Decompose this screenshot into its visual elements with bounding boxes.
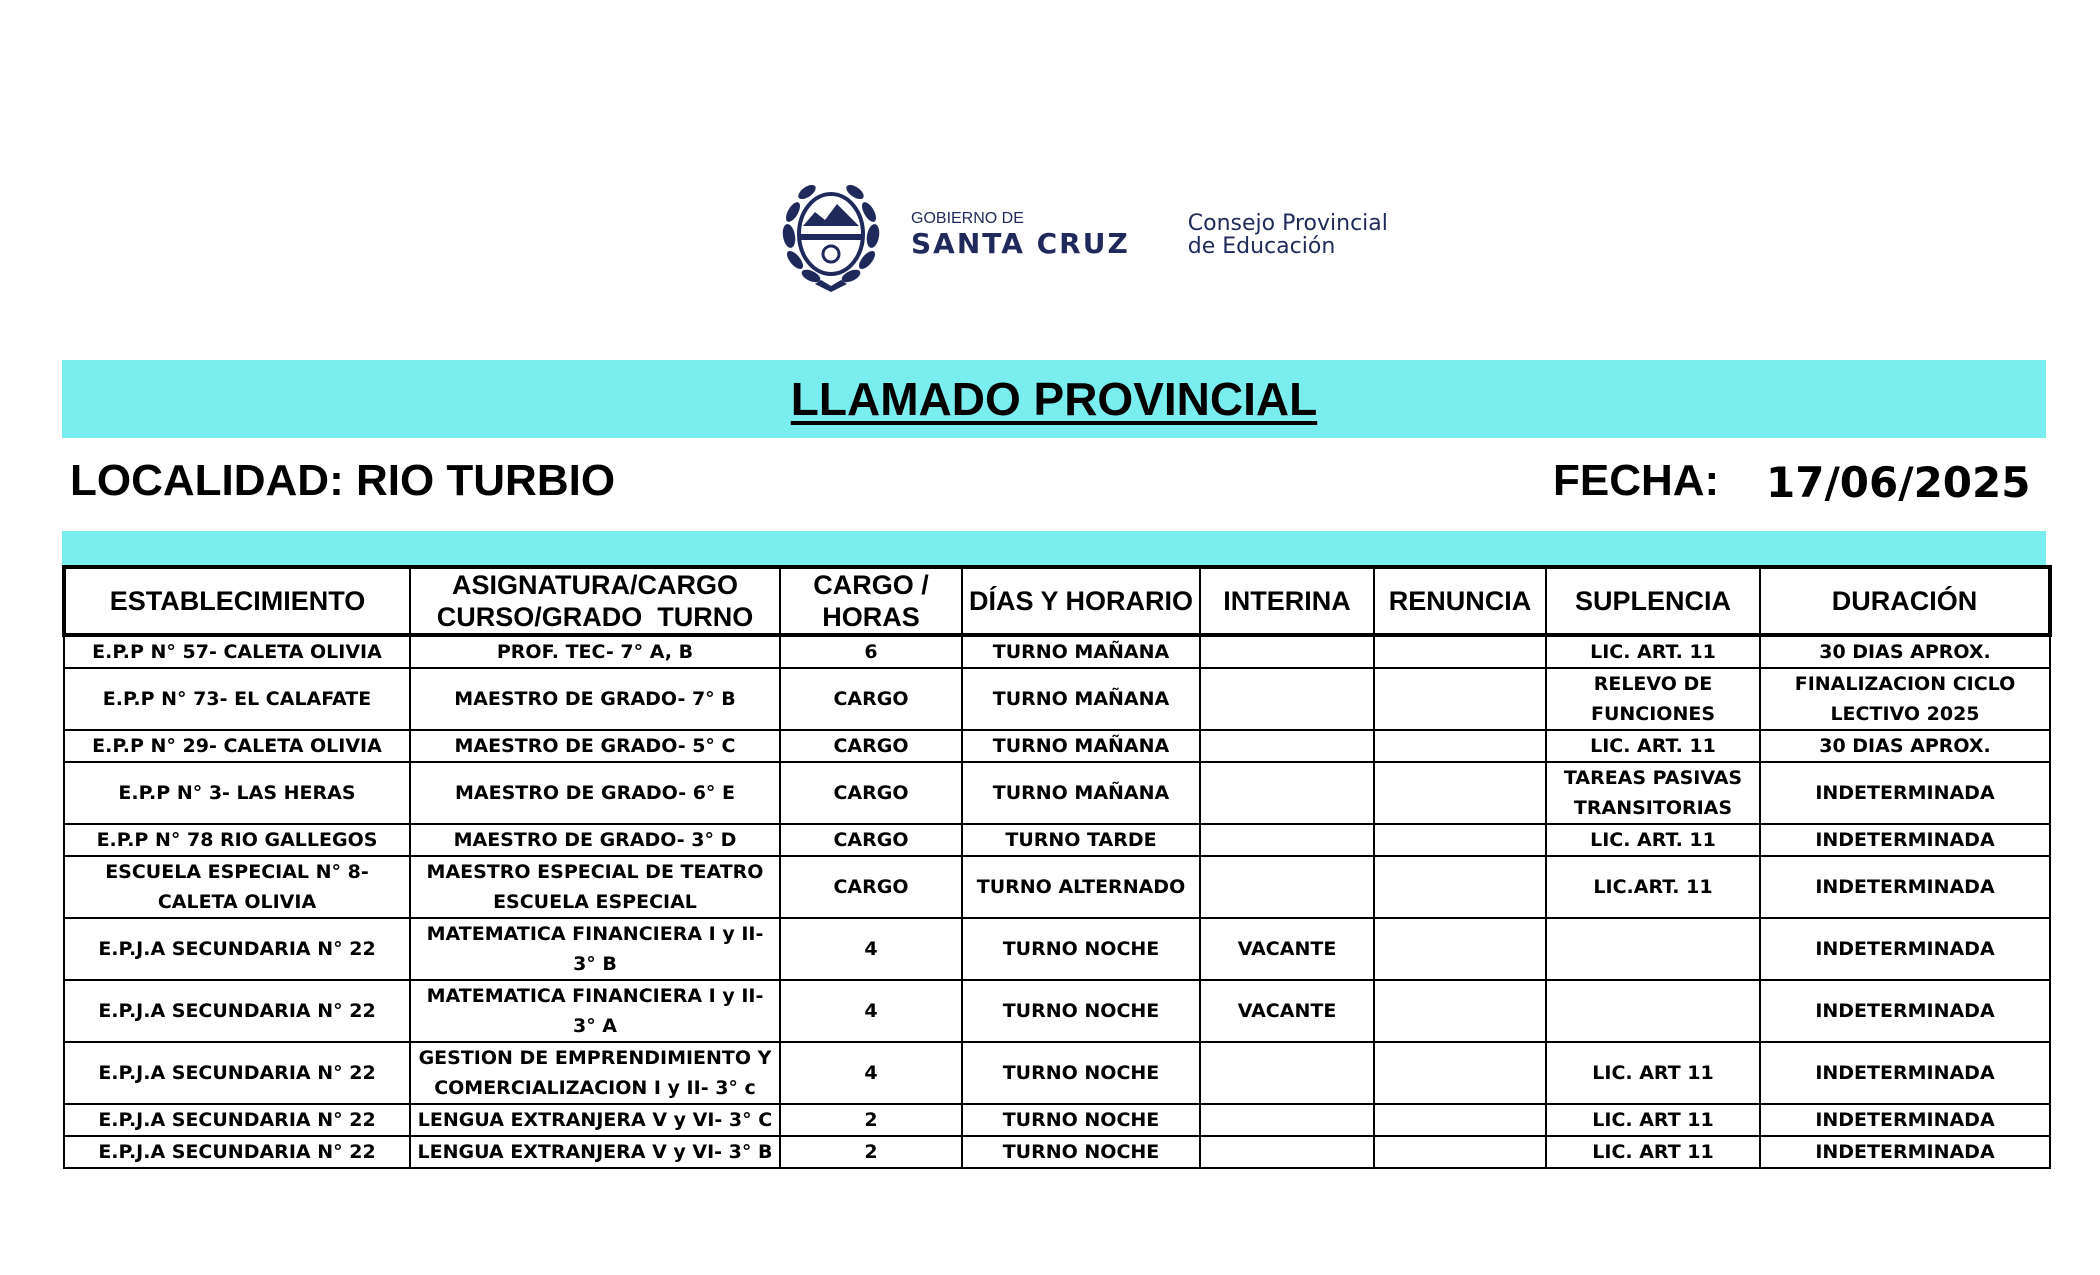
cell-duracion: INDETERMINADA (1760, 856, 2050, 918)
table-row (64, 856, 2050, 918)
cell-cargo: CARGO (780, 824, 962, 856)
col-header-asignatura-line-1: ASIGNATURA/CARGO (452, 570, 738, 600)
cell-asignatura: MAESTRO DE GRADO- 3° D (410, 824, 780, 856)
cell-interina: VACANTE (1200, 980, 1374, 1042)
cell-establecimiento: E.P.P N° 3- LAS HERAS (64, 762, 410, 824)
cell-asignatura: MAESTRO DE GRADO- 6° E (410, 762, 780, 824)
col-header-dias: DÍAS Y HORARIO (962, 567, 1200, 635)
cell-establecimiento: ESCUELA ESPECIAL N° 8- CALETA OLIVIA (64, 856, 410, 918)
cell-asignatura: MAESTRO DE GRADO- 7° B (410, 668, 780, 730)
cell-interina (1200, 762, 1374, 824)
cell-renuncia (1374, 856, 1546, 918)
cell-establecimiento: E.P.J.A SECUNDARIA N° 22 (64, 1104, 410, 1136)
table-row (64, 1042, 2050, 1104)
cell-establecimiento: E.P.J.A SECUNDARIA N° 22 (64, 980, 410, 1042)
cell-asignatura: MATEMATICA FINANCIERA I y II- 3° B (410, 918, 780, 980)
cell-asignatura: LENGUA EXTRANJERA V y VI- 3° C (410, 1104, 780, 1136)
cell-suplencia: RELEVO DE FUNCIONES (1546, 668, 1760, 730)
cell-renuncia (1374, 730, 1546, 762)
cell-suplencia: LIC. ART 11 (1546, 1104, 1760, 1136)
col-header-duracion: DURACIÓN (1760, 567, 2050, 635)
cell-dias: TURNO NOCHE (962, 1042, 1200, 1104)
cell-renuncia (1374, 918, 1546, 980)
cell-dias: TURNO MAÑANA (962, 730, 1200, 762)
cell-renuncia (1374, 1042, 1546, 1104)
cell-establecimiento: E.P.J.A SECUNDARIA N° 22 (64, 1136, 410, 1168)
table-row (64, 980, 2050, 1042)
cell-interina (1200, 824, 1374, 856)
cell-cargo: 2 (780, 1104, 962, 1136)
table-row (64, 1136, 2050, 1168)
cell-renuncia (1374, 980, 1546, 1042)
table-row (64, 918, 2050, 980)
cell-dias: TURNO NOCHE (962, 1136, 1200, 1168)
cell-duracion: 30 DIAS APROX. (1760, 730, 2050, 762)
title-banner (62, 360, 2046, 438)
cell-establecimiento: E.P.P N° 73- EL CALAFATE (64, 668, 410, 730)
cell-suplencia (1546, 918, 1760, 980)
government-line-1: GOBIERNO DE (911, 210, 1024, 227)
provincial-seal-icon (775, 176, 887, 294)
table-body (64, 635, 2050, 1168)
cell-renuncia (1374, 635, 1546, 668)
cell-establecimiento: E.P.J.A SECUNDARIA N° 22 (64, 918, 410, 980)
cell-renuncia (1374, 1136, 1546, 1168)
fecha-label: FECHA: (1553, 456, 1720, 505)
cell-establecimiento: E.P.P N° 29- CALETA OLIVIA (64, 730, 410, 762)
cell-dias: TURNO ALTERNADO (962, 856, 1200, 918)
cell-dias: TURNO NOCHE (962, 918, 1200, 980)
table-row (64, 762, 2050, 824)
cell-cargo: CARGO (780, 668, 962, 730)
cell-dias: TURNO MAÑANA (962, 762, 1200, 824)
cell-cargo: 4 (780, 918, 962, 980)
cell-cargo: 4 (780, 1042, 962, 1104)
cell-duracion: INDETERMINADA (1760, 824, 2050, 856)
cell-suplencia: TAREAS PASIVAS TRANSITORIAS (1546, 762, 1760, 824)
cell-dias: TURNO MAÑANA (962, 635, 1200, 668)
cell-suplencia (1546, 980, 1760, 1042)
cell-cargo: 4 (780, 980, 962, 1042)
cell-dias: TURNO NOCHE (962, 980, 1200, 1042)
cell-dias: TURNO TARDE (962, 824, 1200, 856)
cell-cargo: 6 (780, 635, 962, 668)
col-header-establecimiento: ESTABLECIMIENTO (64, 567, 410, 635)
cell-renuncia (1374, 824, 1546, 856)
col-header-asignatura-line-2: CURSO/GRADO TURNO (436, 602, 754, 632)
cell-interina (1200, 668, 1374, 730)
council-line-2: de Educación (1187, 234, 1336, 259)
cell-asignatura: GESTION DE EMPRENDIMIENTO Y COMERCIALIZACION I y II- 3° c (410, 1042, 780, 1104)
cell-interina: VACANTE (1200, 918, 1374, 980)
cell-suplencia: LIC. ART. 11 (1546, 824, 1760, 856)
vacancy-table (62, 565, 2052, 1169)
col-header-cargo-line-1: CARGO / (813, 570, 929, 600)
cell-asignatura: PROF. TEC- 7° A, B (410, 635, 780, 668)
council-name (1188, 212, 1388, 258)
cell-interina (1200, 856, 1374, 918)
col-header-interina: INTERINA (1200, 567, 1374, 635)
cell-establecimiento: E.P.P N° 78 RIO GALLEGOS (64, 824, 410, 856)
cell-asignatura: MAESTRO ESPECIAL DE TEATRO ESCUELA ESPECIAL (410, 856, 780, 918)
government-line-2: SANTA CRUZ (911, 227, 1130, 260)
cell-duracion: INDETERMINADA (1760, 1104, 2050, 1136)
col-header-cargo (780, 567, 962, 635)
cell-duracion: 30 DIAS APROX. (1760, 635, 2050, 668)
cell-duracion: INDETERMINADA (1760, 762, 2050, 824)
table-row (64, 635, 2050, 668)
cell-asignatura: LENGUA EXTRANJERA V y VI- 3° B (410, 1136, 780, 1168)
cell-interina (1200, 635, 1374, 668)
cell-suplencia: LIC. ART 11 (1546, 1042, 1760, 1104)
localidad-label: LOCALIDAD: RIO TURBIO (70, 456, 616, 505)
table-header-row (64, 567, 2050, 635)
cell-suplencia: LIC.ART. 11 (1546, 856, 1760, 918)
cell-cargo: CARGO (780, 762, 962, 824)
cell-renuncia (1374, 762, 1546, 824)
cell-duracion: INDETERMINADA (1760, 980, 2050, 1042)
col-header-suplencia: SUPLENCIA (1546, 567, 1760, 635)
table-row (64, 1104, 2050, 1136)
cell-interina (1200, 1104, 1374, 1136)
cell-suplencia: LIC. ART 11 (1546, 1136, 1760, 1168)
cell-interina (1200, 1042, 1374, 1104)
col-header-renuncia: RENUNCIA (1374, 567, 1546, 635)
cell-cargo: CARGO (780, 856, 962, 918)
cell-renuncia (1374, 668, 1546, 730)
cell-suplencia: LIC. ART. 11 (1546, 635, 1760, 668)
cell-duracion: INDETERMINADA (1760, 918, 2050, 980)
cell-dias: TURNO NOCHE (962, 1104, 1200, 1136)
cell-duracion: INDETERMINADA (1760, 1136, 2050, 1168)
divider-band (62, 531, 2046, 565)
cell-cargo: 2 (780, 1136, 962, 1168)
government-name (911, 210, 1130, 260)
council-line-1: Consejo Provincial (1187, 211, 1388, 236)
cell-renuncia (1374, 1104, 1546, 1136)
cell-cargo: CARGO (780, 730, 962, 762)
col-header-asignatura (410, 567, 780, 635)
cell-duracion: INDETERMINADA (1760, 1042, 2050, 1104)
page-title: LLAMADO PROVINCIAL (790, 373, 1318, 425)
cell-suplencia: LIC. ART. 11 (1546, 730, 1760, 762)
table-row (64, 668, 2050, 730)
fecha-value: 17/06/2025 (1766, 458, 2031, 507)
cell-interina (1200, 1136, 1374, 1168)
cell-interina (1200, 730, 1374, 762)
col-header-cargo-line-2: HORAS (822, 602, 920, 632)
header-logo (775, 175, 1455, 295)
table-row (64, 730, 2050, 762)
cell-dias: TURNO MAÑANA (962, 668, 1200, 730)
table-row (64, 824, 2050, 856)
cell-establecimiento: E.P.P N° 57- CALETA OLIVIA (64, 635, 410, 668)
cell-asignatura: MAESTRO DE GRADO- 5° C (410, 730, 780, 762)
cell-duracion: FINALIZACION CICLO LECTIVO 2025 (1760, 668, 2050, 730)
cell-establecimiento: E.P.J.A SECUNDARIA N° 22 (64, 1042, 410, 1104)
cell-asignatura: MATEMATICA FINANCIERA I y II- 3° A (410, 980, 780, 1042)
